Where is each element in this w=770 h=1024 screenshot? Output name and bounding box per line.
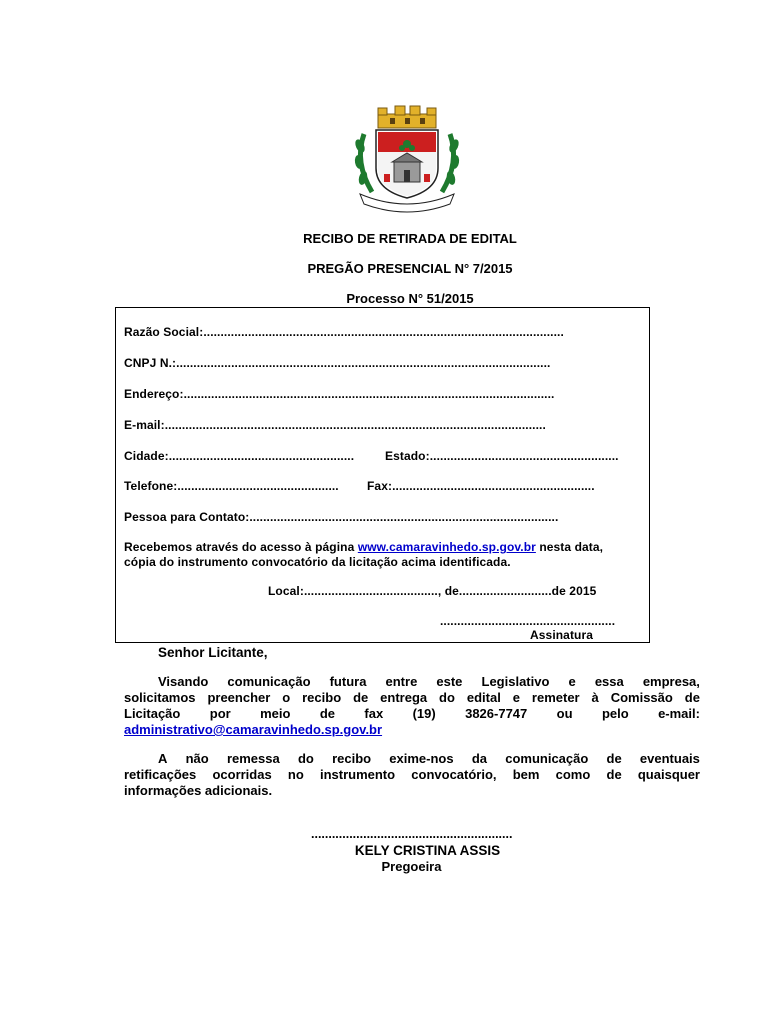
word: de bbox=[684, 690, 700, 705]
telefone-field[interactable]: Telefone:............................................... bbox=[124, 479, 339, 493]
razao-social-field[interactable]: Razão Social:......................................................................................................... bbox=[124, 325, 564, 339]
word: 3826-7747 bbox=[465, 706, 528, 721]
endereco-field[interactable]: Endereço:............................................................................................................ bbox=[124, 387, 555, 401]
word: do bbox=[439, 690, 455, 705]
word: recibo bbox=[302, 690, 342, 705]
paragraph-2-line-1 bbox=[124, 751, 700, 767]
contact-email-link[interactable]: administrativo@camaravinhedo.sp.gov.br bbox=[124, 722, 383, 737]
word: de bbox=[606, 751, 622, 766]
word: no bbox=[287, 767, 304, 782]
word: Visando bbox=[158, 674, 209, 689]
word: do bbox=[297, 751, 314, 766]
word: não bbox=[185, 751, 209, 766]
word: solicitamos bbox=[124, 690, 196, 705]
word: bem bbox=[512, 767, 540, 782]
word: quaisquer bbox=[637, 767, 700, 782]
word: exime-nos bbox=[389, 751, 454, 766]
word: este bbox=[436, 674, 463, 689]
paragraph-2-line-2 bbox=[124, 767, 700, 783]
word: (19) bbox=[412, 706, 436, 721]
word: como bbox=[555, 767, 591, 782]
word: convocatório, bbox=[411, 767, 497, 782]
paragraph-1-line-4 bbox=[124, 722, 700, 738]
coat-of-arms-logo bbox=[350, 104, 464, 216]
cnpj-field[interactable]: CNPJ N.:............................................................................................................. bbox=[124, 356, 551, 370]
paragraph-1-line-2 bbox=[124, 690, 700, 706]
signature-line[interactable]: ................................................... bbox=[440, 614, 616, 628]
word: de bbox=[319, 706, 335, 721]
word: preencher bbox=[207, 690, 271, 705]
local-date-field[interactable]: Local:......................................., de...........................de 2015 bbox=[268, 584, 597, 598]
word: eventuais bbox=[639, 751, 700, 766]
paragraph-2-line-3: informações adicionais. bbox=[124, 783, 273, 798]
signer-name: KELY CRISTINA ASSIS bbox=[354, 843, 501, 858]
fax-field[interactable]: Fax:........................................................... bbox=[367, 479, 595, 493]
contato-field[interactable]: Pessoa para Contato:.......................................................................................... bbox=[124, 510, 559, 524]
word: A bbox=[158, 751, 168, 766]
word: retificações bbox=[124, 767, 197, 782]
receipt-statement bbox=[124, 540, 603, 554]
estado-field[interactable]: Estado:....................................................... bbox=[385, 449, 619, 463]
pregao-number: PREGÃO PRESENCIAL N° 7/2015 bbox=[307, 261, 513, 276]
word: da bbox=[471, 751, 487, 766]
word: e-mail: bbox=[658, 706, 700, 721]
word: Licitação bbox=[124, 706, 181, 721]
word: fax bbox=[364, 706, 384, 721]
cidade-field[interactable]: Cidade:...................................................... bbox=[124, 449, 355, 463]
website-link[interactable]: www.camaravinhedo.sp.gov.br bbox=[357, 540, 536, 554]
word: essa bbox=[594, 674, 624, 689]
receipt-statement-prefix: Recebemos através do acesso à página bbox=[124, 540, 358, 554]
signature-label: Assinatura bbox=[530, 628, 594, 642]
word: e bbox=[512, 690, 520, 705]
greeting: Senhor Licitante, bbox=[158, 645, 268, 660]
word: recibo bbox=[332, 751, 372, 766]
word: remessa bbox=[226, 751, 280, 766]
signer-role: Pregoeira bbox=[381, 859, 442, 874]
word: Legislativo bbox=[481, 674, 550, 689]
word: futura bbox=[329, 674, 367, 689]
word: edital bbox=[466, 690, 501, 705]
word: por bbox=[209, 706, 231, 721]
word: comunicação bbox=[505, 751, 589, 766]
paragraph-1 bbox=[124, 674, 700, 738]
word: entre bbox=[385, 674, 418, 689]
word: meio bbox=[260, 706, 291, 721]
word: Comissão bbox=[610, 690, 673, 705]
word: empresa, bbox=[642, 674, 700, 689]
word: o bbox=[282, 690, 291, 705]
email-field[interactable]: E-mail:............................................................................................................... bbox=[124, 418, 546, 432]
word: ocorridas bbox=[212, 767, 272, 782]
word: à bbox=[591, 690, 599, 705]
word: de bbox=[353, 690, 369, 705]
word: remeter bbox=[531, 690, 580, 705]
closing-signature-line: .......................................................... bbox=[311, 827, 513, 841]
receipt-statement-suffix: nesta data, bbox=[535, 540, 604, 554]
word: comunicação bbox=[227, 674, 311, 689]
word: ou bbox=[556, 706, 573, 721]
word: de bbox=[606, 767, 622, 782]
processo-number: Processo N° 51/2015 bbox=[346, 291, 474, 306]
word: instrumento bbox=[319, 767, 396, 782]
word: pelo bbox=[601, 706, 629, 721]
word: e bbox=[568, 674, 576, 689]
receipt-statement-line2: cópia do instrumento convocatório da licitação acima identificada. bbox=[124, 555, 511, 569]
document-title: RECIBO DE RETIRADA DE EDITAL bbox=[303, 231, 517, 246]
paragraph-1-line-1 bbox=[124, 674, 700, 690]
paragraph-2 bbox=[124, 751, 700, 799]
paragraph-1-line-3 bbox=[124, 706, 700, 722]
word: entrega bbox=[380, 690, 428, 705]
